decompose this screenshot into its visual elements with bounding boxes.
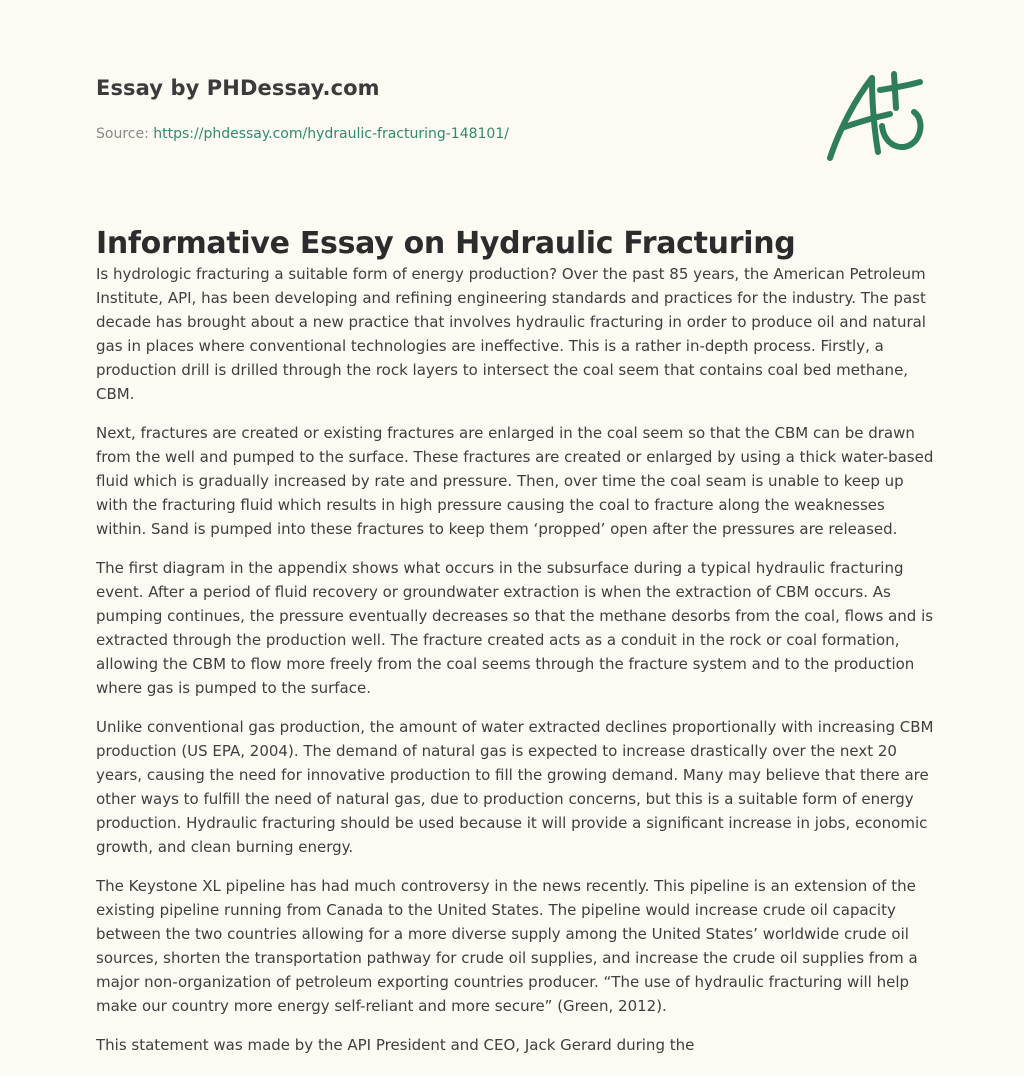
essay-title: Informative Essay on Hydraulic Fracturing — [96, 226, 796, 261]
essay-header — [96, 76, 796, 142]
essay-paragraph: The Keystone XL pipeline has had much controversy in the news recently. This pipeline is an extension of the existing pipeline running from Canada to the United States. The pipeline would increase crude oil capacity between the two countries allowing for a more diverse supply among the United States’ worldwide crude oil sources, shorten the transportation pathway for crude oil supplies, and increase the crude oil supplies from a major non-organization of petroleum exporting countries producer. “The use of hydraulic fracturing will help make our country more energy self-reliant and more secure” (Green, 2012). — [96, 877, 918, 1015]
essay-paragraph: Next, fractures are created or existing fractures are enlarged in the coal seem so that the CBM can be drawn from the well and pumped to the surface. These fractures are created or enlarged by using a thick water-based fluid which is gradually increased by rate and pressure. Then, over time the coal seam is unable to keep up with the fracturing fluid which results in high pressure causing the coal to fracture along the weaknesses within. Sand is pumped into these fractures to keep them ‘propped’ open after the pressures are released. — [96, 424, 934, 538]
a-plus-grade-icon — [820, 66, 930, 166]
source-line — [96, 126, 796, 142]
essay-paragraph: This statement was made by the API President and CEO, Jack Gerard during the — [96, 1036, 695, 1054]
essay-body — [96, 262, 936, 1072]
source-link[interactable]: https://phdessay.com/hydraulic-fracturing-148101/ — [153, 126, 509, 142]
site-brand: Essay by PHDessay.com — [96, 76, 380, 100]
source-label: Source: — [96, 126, 149, 142]
essay-paragraph: Unlike conventional gas production, the amount of water extracted declines proportionally with increasing CBM production (US EPA, 2004). The demand of natural gas is expected to increase drastically over the next 20 years, causing the need for innovative production to fill the growing demand. Many may believe that there are other ways to fulfill the need of natural gas, due to production concerns, but this is a suitable form of energy production. Hydraulic fracturing should be used because it will provide a significant increase in jobs, economic growth, and clean burning energy. — [96, 718, 934, 856]
essay-paragraph: Is hydrologic fracturing a suitable form of energy production? Over the past 85 years, the American Petroleum Institute, API, has been developing and refining engineering standards and practices for the industry. The past decade has brought about a new practice that involves hydraulic fracturing in order to produce oil and natural gas in places where conventional technologies are ineffective. This is a rather in-depth process. Firstly, a production drill is drilled through the rock layers to intersect the coal seem that contains coal bed methane, CBM. — [96, 265, 926, 403]
essay-paragraph: The first diagram in the appendix shows what occurs in the subsurface during a typical hydraulic fracturing event. After a period of fluid recovery or groundwater extraction is when the extraction of CBM occurs. As pumping continues, the pressure eventually decreases so that the methane desorbs from the coal, flows and is extracted through the production well. The fracture created acts as a conduit in the rock or coal formation, allowing the CBM to flow more freely from the coal seems through the fracture system and to the production where gas is pumped to the surface. — [96, 559, 934, 697]
